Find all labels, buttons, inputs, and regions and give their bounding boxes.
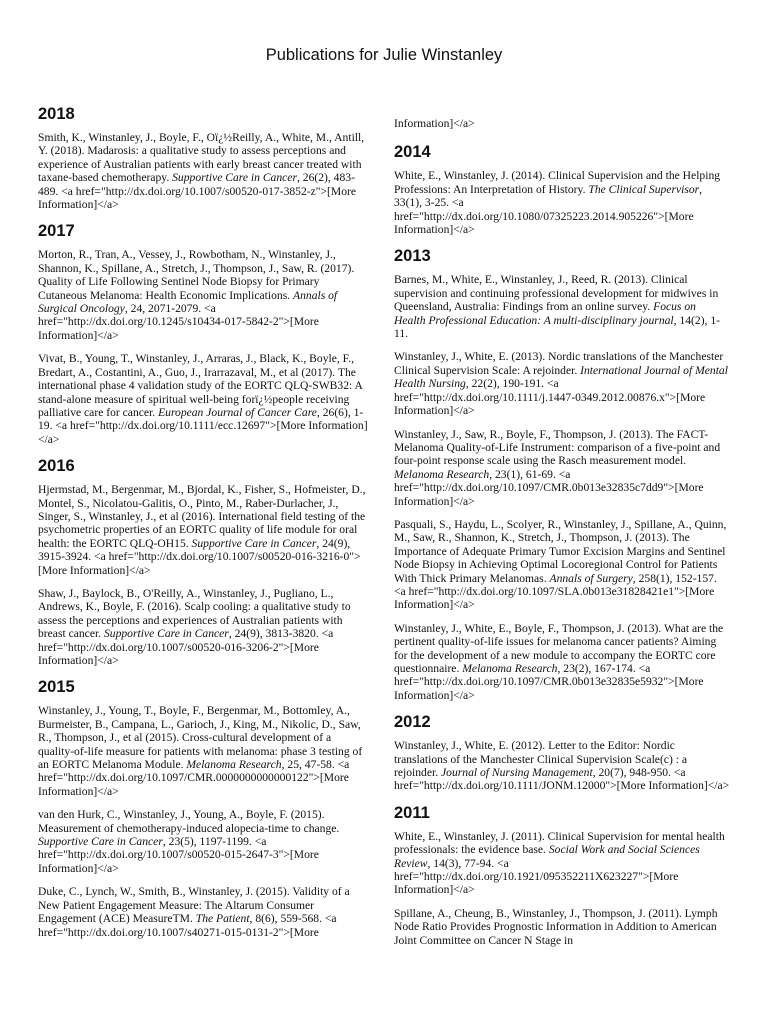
publication-entry <box>394 907 730 947</box>
citation-details: , 258(1), 152-157. <a href="http://dx.doi.org/10.1097/SLA.0b013e31828421e1">[More Information]</a> <box>394 571 717 612</box>
year-heading: 2013 <box>394 247 431 266</box>
journal-title: Social Work and Social Sciences Review <box>394 843 700 870</box>
year-section-2018 <box>38 104 368 211</box>
citation-text: Pasquali, S., Haydu, L., Scolyer, R., Winstanley, J., Spillane, A., Quinn, M., Saw, R., Shannon, K., Stretch, J., Thompson, J. (2013). The Importance of Adequate Primary Tumor Excision Margins and Sentinel Node Biopsy in Achieving Optimal Locoregional Control for Patients With Thick Primary Melanomas. <box>394 517 727 585</box>
publication-entry <box>38 885 368 939</box>
publication-entry <box>38 808 368 875</box>
right-column <box>394 117 730 957</box>
publication-entry <box>394 273 730 340</box>
publication-entry <box>38 483 368 577</box>
citation-text: Winstanley, J., White, E., Boyle, F., Thompson, J. (2013). What are the pertinent quality-of-life issues for melanoma cancer patients? Aiming for the development of a new module to accompany the EORTC core questionnaire. <box>394 621 724 675</box>
journal-title: Supportive Care in Cancer <box>172 171 297 185</box>
year-heading: 2015 <box>38 678 75 697</box>
citation-details: , 33(1), 3-25. <a href="http://dx.doi.org/10.1080/07325223.2014.905226">[More Information]</a> <box>394 182 703 237</box>
citation-details: , 23(2), 167-174. <a href="http://dx.doi.org/10.1097/CMR.0b013e32835e5932">[More Information]</a> <box>394 662 704 702</box>
citation-details: , 22(2), 190-191. <a href="http://dx.doi.org/10.1111/j.1447-0349.2012.00876.x">[More Information]</a> <box>394 377 706 418</box>
journal-title: The Clinical Supervisor <box>588 182 700 196</box>
citation-details: , 26(2), 483-489. <a href="http://dx.doi.org/10.1007/s00520-017-3852-z">[More Information]</a> <box>38 171 357 212</box>
year-heading: 2012 <box>394 713 431 732</box>
citation-details: , 24(9), 3915-3924. <a href="http://dx.doi.org/10.1007/s00520-016-3216-0">[More Information]</a> <box>38 536 361 577</box>
year-section-2014 <box>394 142 730 236</box>
year-section-2016 <box>38 456 368 667</box>
publication-entry <box>38 131 368 211</box>
year-heading: 2014 <box>394 143 431 162</box>
journal-title: European Journal of Cancer Care <box>158 405 317 419</box>
year-heading: 2018 <box>38 105 75 123</box>
journal-title: Journal of Nursing Management <box>441 766 593 780</box>
citation-details: , 24, 2071-2079. <a href="http://dx.doi.org/10.1245/s10434-017-5842-2">[More Information]</a> <box>38 302 319 342</box>
year-section-2012 <box>394 712 730 793</box>
journal-title: Supportive Care in Cancer <box>38 835 163 849</box>
journal-title: Annals of Surgery <box>549 571 633 585</box>
journal-title: Supportive Care in Cancer <box>103 627 229 641</box>
year-heading: 2017 <box>38 222 75 241</box>
publication-entry <box>38 352 368 446</box>
citation-details: , 20(7), 948-950. <a href="http://dx.doi.org/10.1111/JONM.12000">[More Information]</a> <box>394 766 730 793</box>
journal-title: Focus on Health Professional Education: A multi-disciplinary journal <box>394 300 696 327</box>
citation-text: Spillane, A., Cheung, B., Winstanley, J., Thompson, J. (2011). Lymph Node Ratio Provides Prognostic Information in Addition to American Joint Committee on Cancer N Stage in <box>394 906 718 947</box>
citation-text: Winstanley, J., Saw, R., Boyle, F., Thompson, J. (2013). The FACT-Melanoma Quality-of-Life Instrument: comparison of a five-point and four-point response scale using the Rasch measurement model. <box>394 427 721 468</box>
citation-text: Winstanley, J., Young, T., Boyle, F., Bergenmar, M., Bottomley, A., Burmeister, B., Campana, L., Garioch, J., King, M., Nikolic, D., Saw, R., Thompson, J., et al (2015). Cross-cultural development of a quality-of-life measure for patients with melanoma: phase 3 testing of an EORTC Melanoma Module. <box>38 704 363 772</box>
publication-entry <box>394 739 730 793</box>
citation-text: van den Hurk, C., Winstanley, J., Young, A., Boyle, F. (2015). Measurement of chemotherapy-induced alopecia-time to change. <box>38 808 340 835</box>
journal-title: Supportive Care in Cancer <box>191 536 317 550</box>
citation-details: , 25, 47-58. <a href="http://dx.doi.org/10.1097/CMR.0000000000000122">[More Information]</a> <box>38 758 350 798</box>
citation-text: Shaw, J., Baylock, B., O'Reilly, A., Winstanley, J., Pugliano, L., Andrews, K., Boyle, F. (2016). Scalp cooling: a qualitative study to assess the perceptions and experiences of Australian patients with breast cancer. <box>38 586 351 641</box>
citation-details: , 23(1), 61-69. <a href="http://dx.doi.org/10.1097/CMR.0b013e32835c7dd9">[More Information]</a> <box>394 467 704 508</box>
year-section-2015 <box>38 677 368 939</box>
citation-details: , 14(2), 1-11. <box>394 313 721 341</box>
left-column <box>38 104 368 949</box>
journal-title: The Patient <box>195 912 250 926</box>
journal-title: Melanoma Research <box>394 467 490 481</box>
journal-title: Annals of Surgical Oncology <box>38 288 338 316</box>
citation-text: Winstanley, J., White, E. (2012). Letter to the Editor: Nordic translations of the Manchester Clinical Supervision Scale(c) : a rejoinder. <box>394 739 687 780</box>
citation-text: Vivat, B., Young, T., Winstanley, J., Arraras, J., Black, K., Boyle, F., Bredart, A., Costantini, A., Guo, J., Irarrazaval, M., et al (2017). The international phase 4 validation study of the EORTC QLQ-SWB32: A stand-alone measure of spiritual well-being forï¿½people receiving palliative care for cancer. <box>38 352 363 419</box>
year-section-2013 <box>394 246 730 702</box>
citation-text: Duke, C., Lynch, W., Smith, B., Winstanley, J. (2015). Validity of a New Patient Engagement Measure: The Altarum Consumer Engagement (ACE) MeasureTM. <box>38 885 350 926</box>
citation-text: Barnes, M., White, E., Winstanley, J., Reed, R. (2013). Clinical supervision and continuing professional development for midwives in Queensland, Australia: Findings from an online survey. <box>394 273 719 314</box>
year-section-2017 <box>38 221 368 446</box>
publication-entry <box>38 587 368 667</box>
citation-details: , 26(6), 1-19. <a href="http://dx.doi.org/10.1111/ecc.12697">[More Information]</a> <box>38 405 368 446</box>
year-section-2011 <box>394 803 730 947</box>
citation-details: , 24(9), 3813-3820. <a href="http://dx.doi.org/10.1007/s00520-016-3206-2">[More Information]</a> <box>38 627 334 667</box>
journal-title: International Journal of Mental Health Nursing <box>394 363 728 391</box>
page-title: Publications for Julie Winstanley <box>265 46 503 64</box>
citation-details: , 23(5), 1197-1199. <a href="http://dx.doi.org/10.1007/s00520-015-2647-3">[More Information]</a> <box>38 835 319 875</box>
citation-text: Hjermstad, M., Bergenmar, M., Bjordal, K., Fisher, S., Hofmeister, D., Montel, S., Nicolatou-Galitis, O., Pinto, M., Raber-Durlacher, J., Singer, S., Winstanley, J., et al (2016). International field testing of the psychometric properties of an EORTC quality of life module for oral health: the EORTC QLQ-OH15. <box>38 483 366 550</box>
publication-entry <box>394 830 730 897</box>
citation-text: Smith, K., Winstanley, J., Boyle, F., Oï¿½Reilly, A., White, M., Antill, Y. (2018). Madarosis: a qualitative study to assess perceptions and experience of Australian patients with early breast cancer treated with taxane-based chemotherapy. <box>38 131 365 185</box>
citation-text: Morton, R., Tran, A., Vessey, J., Rowbotham, N., Winstanley, J., Shannon, K., Spillane, A., Stretch, J., Thompson, J., Saw, R. (2017). Quality of Life Following Sentinel Node Biopsy for Primary Cutaneous Melanoma: Health Economic Implications. <box>38 248 355 302</box>
citation-text: White, E., Winstanley, J. (2014). Clinical Supervision and the Helping Professions: An Interpretation of History. <box>394 169 721 196</box>
publication-entry <box>394 428 730 508</box>
publication-entry <box>394 622 730 702</box>
citation-text: Winstanley, J., White, E. (2013). Nordic translations of the Manchester Clinical Supervision Scale: A rejoinder. <box>394 350 724 377</box>
journal-title: Melanoma Research <box>186 758 282 772</box>
publication-entry <box>394 518 730 612</box>
year-heading: 2011 <box>394 803 430 822</box>
continued-fragment: Information]</a> <box>394 117 475 130</box>
publication-entry <box>394 169 730 236</box>
journal-title: Melanoma Research <box>462 662 558 675</box>
publication-entry <box>38 704 368 798</box>
citation-details: , 14(3), 77-94. <a href="http://dx.doi.org/10.1921/095352211X623227">[More Information]</a> <box>394 856 679 897</box>
publication-entry <box>38 248 368 342</box>
publication-entry <box>394 350 730 417</box>
citation-details: , 8(6), 559-568. <a href="http://dx.doi.org/10.1007/s40271-015-0131-2">[More <box>38 912 337 939</box>
citation-text: White, E., Winstanley, J. (2011). Clinical Supervision for mental health professionals: the evidence base. <box>394 829 725 857</box>
year-heading: 2016 <box>38 457 75 476</box>
